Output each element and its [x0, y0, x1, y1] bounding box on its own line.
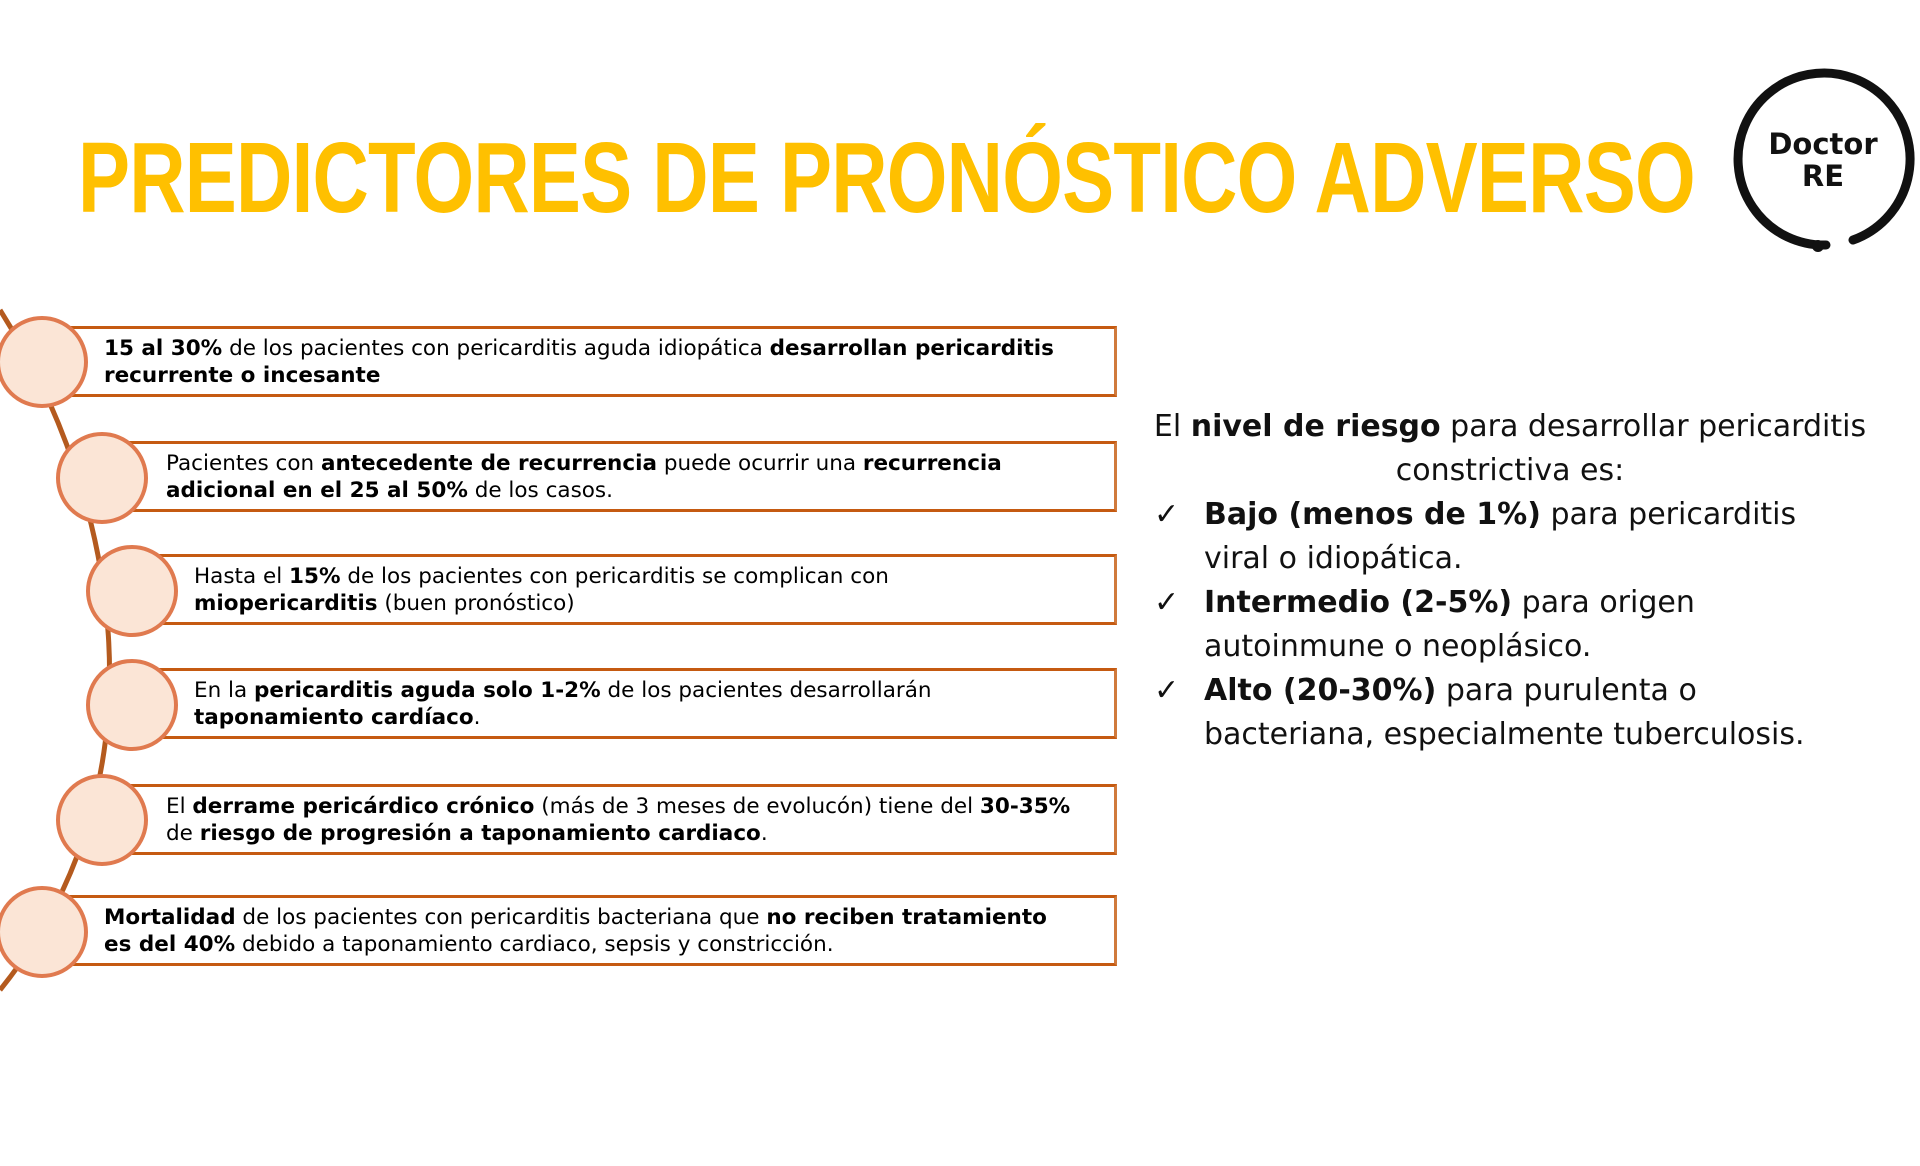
predictor-line: es del 40% debido a taponamiento cardiaco, sepsis y constricción. — [104, 931, 834, 957]
predictor-line: miopericarditis (buen pronóstico) — [194, 590, 575, 616]
risk-list — [1150, 493, 1870, 757]
timeline-marker-3 — [86, 545, 178, 637]
timeline-marker-4 — [86, 659, 178, 751]
risk-item-high — [1150, 669, 1870, 757]
predictor-box-1 — [60, 326, 1117, 397]
predictor-line: 15 al 30% de los pacientes con pericarditis aguda idiopática desarrollan pericarditis — [104, 335, 1054, 361]
risk-level-panel — [1150, 405, 1870, 757]
check-icon: ✓ — [1154, 673, 1180, 708]
predictor-line: El derrame pericárdico crónico (más de 3 meses de evolucón) tiene del 30-35% — [166, 793, 1071, 819]
check-icon: ✓ — [1154, 497, 1180, 532]
page-title: PREDICTORES DE PRONÓSTICO ADVERSO — [78, 122, 1695, 234]
predictor-box-4 — [150, 668, 1117, 739]
timeline-marker-5 — [56, 774, 148, 866]
timeline-marker-2 — [56, 432, 148, 524]
predictor-box-5 — [120, 784, 1117, 855]
predictor-line: Pacientes con antecedente de recurrencia puede ocurrir una recurrencia — [166, 450, 1002, 476]
predictor-line: adicional en el 25 al 50% de los casos. — [166, 477, 613, 503]
predictor-line: recurrente o incesante — [104, 362, 381, 388]
predictor-line: En la pericarditis aguda solo 1-2% de los pacientes desarrollarán — [194, 677, 932, 703]
timeline-marker-1 — [0, 316, 88, 408]
risk-item-text: Bajo (menos de 1%) para pericarditis viral o idiopática. — [1204, 497, 1797, 576]
risk-item-text: Intermedio (2-5%) para origen autoinmune o neoplásico. — [1204, 585, 1695, 664]
risk-item-text: Alto (20-30%) para purulenta o bacteriana, especialmente tuberculosis. — [1204, 673, 1805, 752]
logo-line-2: RE — [1801, 159, 1845, 193]
predictor-box-3 — [150, 554, 1117, 625]
risk-item-intermediate — [1150, 581, 1870, 669]
check-icon: ✓ — [1154, 585, 1180, 620]
logo-line-1: Doctor — [1768, 127, 1878, 161]
risk-intro: El nivel de riesgo para desarrollar pericarditis constrictiva es: — [1153, 409, 1867, 488]
predictor-line: taponamiento cardíaco. — [194, 704, 481, 730]
doctor-re-logo — [1728, 66, 1918, 256]
risk-item-low — [1150, 493, 1870, 581]
predictor-box-2 — [120, 441, 1117, 512]
predictor-line: de riesgo de progresión a taponamiento cardiaco. — [166, 820, 768, 846]
timeline-marker-6 — [0, 886, 88, 978]
predictor-line: Mortalidad de los pacientes con pericarditis bacteriana que no reciben tratamiento — [104, 904, 1047, 930]
predictor-line: Hasta el 15% de los pacientes con pericarditis se complican con — [194, 563, 889, 589]
predictor-box-6 — [60, 895, 1117, 966]
